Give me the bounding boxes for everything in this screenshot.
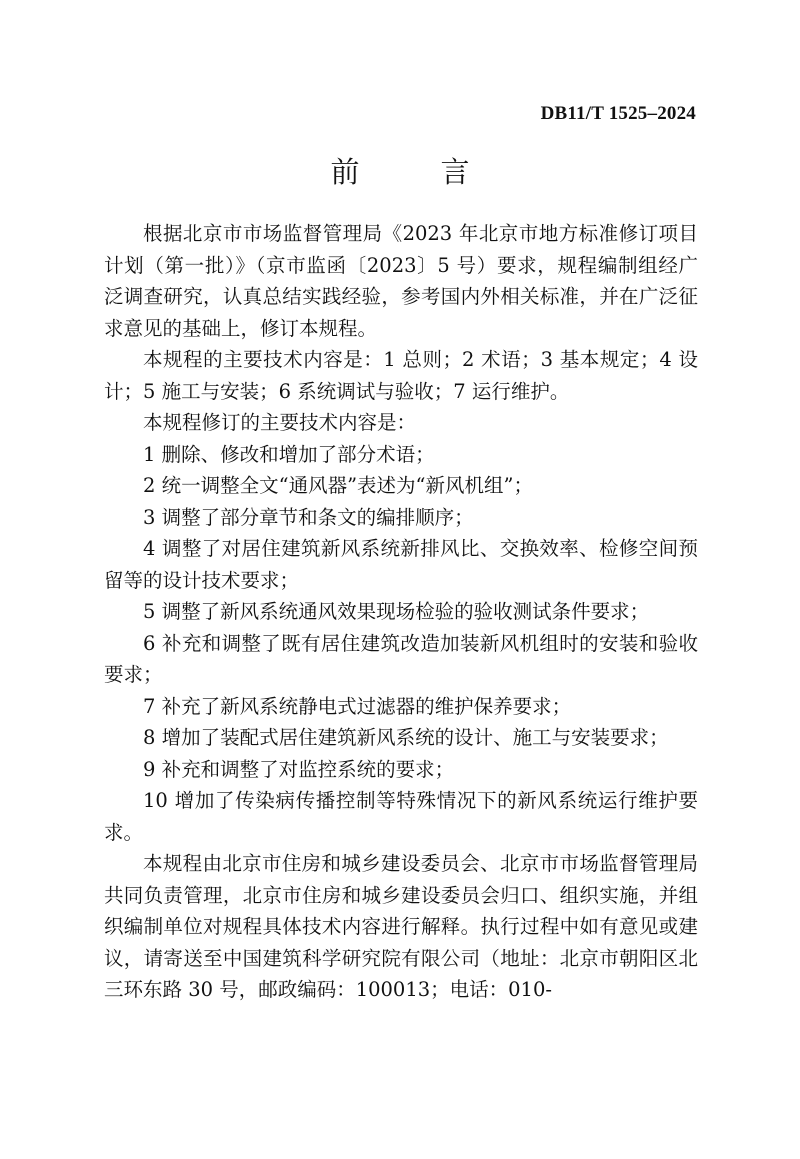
paragraph-management: 本规程由北京市住房和城乡建设委员会、北京市市场监督管理局共同负责管理，北京市住房和城乡建设委员会归口、组织实施，并组织编制单位对规程具体技术内容进行解释。执行过程中如有意见或建议，请寄送至中国建筑科学研究院有限公司（地址：北京市朝阳区北三环东路 30 号，邮政编码：100013；电话：010- [104, 852, 698, 1001]
standard-code: DB11/T 1525–2024 [540, 103, 696, 124]
revision-item: 2 统一调整全文“通风器”表述为“新风机组”； [143, 474, 533, 497]
revision-item: 8 增加了装配式居住建筑新风系统的设计、施工与安装要求； [143, 726, 669, 749]
revision-item: 1 删除、修改和增加了部分术语； [143, 442, 435, 466]
document-body [104, 218, 698, 1006]
revision-item: 6 补充和调整了既有居住建筑改造加装新风机组时的安装和验收要求； [104, 631, 698, 686]
paragraph-main-content: 本规程的主要技术内容是：1 总则；2 术语；3 基本规定；4 设计；5 施工与安装；6 系统调试与验收；7 运行维护。 [104, 348, 698, 403]
revision-item: 5 调整了新风系统通风效果现场检验的验收测试条件要求； [143, 600, 650, 623]
paragraph-basis: 根据北京市市场监督管理局《2023 年北京市地方标准修订项目计划（第一批）》（京市监函〔2023〕5 号）要求，规程编制组经广泛调查研究，认真总结实践经验，参考国内外相关标准，并在广泛征求意见的基础上，修订本规程。 [104, 222, 698, 340]
revision-item: 7 补充了新风系统静电式过滤器的维护保养要求； [143, 694, 572, 718]
revision-item: 10 增加了传染病传播控制等特殊情况下的新风系统运行维护要求。 [104, 789, 698, 844]
revision-item: 3 调整了部分章节和条文的编排顺序； [143, 505, 474, 529]
revision-item: 4 调整了对居住建筑新风系统新排风比、交换效率、检修空间预留等的设计技术要求； [104, 537, 698, 592]
revision-item: 9 补充和调整了对监控系统的要求； [143, 757, 455, 781]
page-title: 前 言 [330, 155, 496, 189]
paragraph-revision-intro: 本规程修订的主要技术内容是： [143, 411, 417, 434]
